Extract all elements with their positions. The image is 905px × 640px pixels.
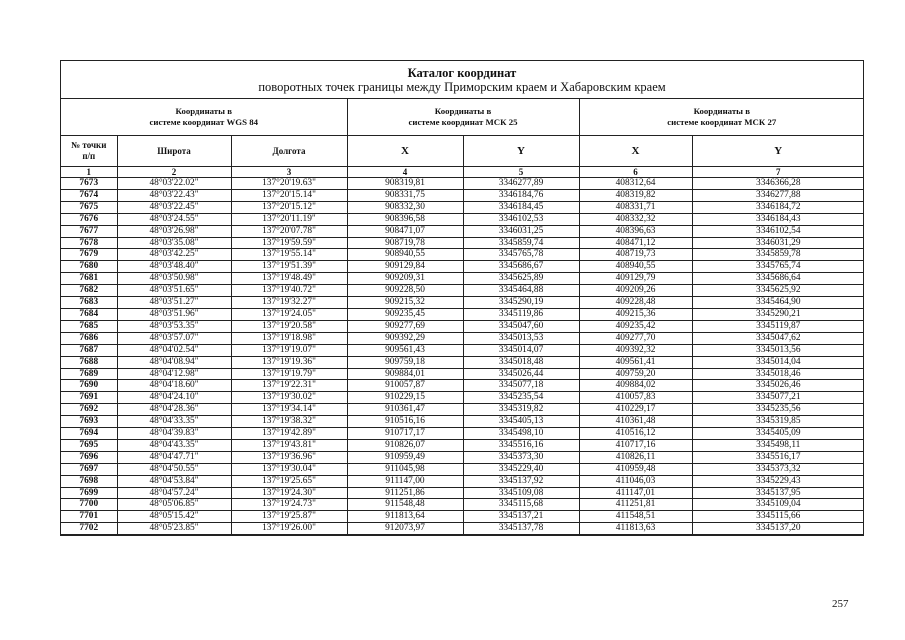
point-number-cell: 7677 (61, 225, 117, 237)
msk27-y-cell: 3345319,85 (692, 416, 864, 428)
column-header-msk25-x: X (347, 136, 463, 167)
msk27-x-cell: 410717,16 (579, 439, 692, 451)
latitude-cell: 48°03'57.07" (117, 332, 231, 344)
msk27-x-cell: 410826,11 (579, 451, 692, 463)
msk27-y-cell: 3345229,43 (692, 475, 864, 487)
column-number: 3 (231, 167, 347, 178)
msk25-x-cell: 908719,78 (347, 237, 463, 249)
latitude-cell: 48°05'15.42" (117, 511, 231, 523)
msk25-x-cell: 910516,16 (347, 416, 463, 428)
longitude-cell: 137°20'11.19" (231, 213, 347, 225)
longitude-cell: 137°19'19.79" (231, 368, 347, 380)
table-row (61, 439, 864, 451)
column-header-longitude: Долгота (231, 136, 347, 167)
msk27-x-cell: 410361,48 (579, 416, 692, 428)
longitude-cell: 137°19'18.98" (231, 332, 347, 344)
point-number-cell: 7681 (61, 273, 117, 285)
table-row (61, 523, 864, 535)
latitude-cell: 48°04'47.71" (117, 451, 231, 463)
msk27-x-cell: 409215,36 (579, 308, 692, 320)
table-row (61, 368, 864, 380)
msk25-x-cell: 909228,50 (347, 285, 463, 297)
point-number-cell: 7679 (61, 249, 117, 261)
catalog-subtitle: поворотных точек границы между Приморским краем и Хабаровским краем (258, 80, 666, 94)
msk25-y-cell: 3346184,76 (463, 189, 579, 201)
longitude-cell: 137°19'42.89" (231, 428, 347, 440)
coordinates-table-body (61, 99, 864, 535)
point-number-cell: 7674 (61, 189, 117, 201)
msk25-y-cell: 3345137,78 (463, 523, 579, 535)
longitude-cell: 137°19'24.73" (231, 499, 347, 511)
msk25-x-cell: 910959,49 (347, 451, 463, 463)
longitude-cell: 137°19'25.87" (231, 511, 347, 523)
longitude-cell: 137°19'32.27" (231, 297, 347, 309)
msk25-x-cell: 910057,87 (347, 380, 463, 392)
point-number-cell: 7675 (61, 201, 117, 213)
msk27-x-cell: 409129,79 (579, 273, 692, 285)
latitude-cell: 48°04'57.24" (117, 487, 231, 499)
msk25-x-cell: 910361,47 (347, 404, 463, 416)
table-row (61, 404, 864, 416)
msk27-x-cell: 410229,17 (579, 404, 692, 416)
latitude-cell: 48°03'22.45" (117, 201, 231, 213)
column-number: 5 (463, 167, 579, 178)
longitude-cell: 137°19'30.02" (231, 392, 347, 404)
column-label: № точки п/п (71, 140, 107, 161)
point-number-cell: 7686 (61, 332, 117, 344)
longitude-cell: 137°19'24.30" (231, 487, 347, 499)
msk27-y-cell: 3346277,88 (692, 189, 864, 201)
longitude-cell: 137°19'22.31" (231, 380, 347, 392)
longitude-cell: 137°19'36.96" (231, 451, 347, 463)
msk25-y-cell: 3345464,88 (463, 285, 579, 297)
msk25-y-cell: 3345109,08 (463, 487, 579, 499)
latitude-cell: 48°03'26.98" (117, 225, 231, 237)
table-row (61, 511, 864, 523)
title-block (61, 61, 863, 99)
column-header-msk27-y: Y (692, 136, 864, 167)
msk25-y-cell: 3346184,45 (463, 201, 579, 213)
point-number-cell: 7700 (61, 499, 117, 511)
group-label: Координаты в системе координат МСК 27 (667, 106, 777, 127)
msk27-x-cell: 410959,48 (579, 463, 692, 475)
msk27-y-cell: 3345498,11 (692, 439, 864, 451)
msk27-y-cell: 3345013,56 (692, 344, 864, 356)
msk27-y-cell: 3345077,21 (692, 392, 864, 404)
column-header-row (61, 136, 864, 167)
msk25-x-cell: 909884,01 (347, 368, 463, 380)
latitude-cell: 48°03'22.43" (117, 189, 231, 201)
latitude-cell: 48°03'53.35" (117, 320, 231, 332)
msk25-y-cell: 3345498,10 (463, 428, 579, 440)
msk25-y-cell: 3345137,21 (463, 511, 579, 523)
longitude-cell: 137°19'24.05" (231, 308, 347, 320)
latitude-cell: 48°04'08.94" (117, 356, 231, 368)
table-row (61, 225, 864, 237)
longitude-cell: 137°19'38.32" (231, 416, 347, 428)
msk25-y-cell: 3345859,74 (463, 237, 579, 249)
msk27-y-cell: 3345290,21 (692, 308, 864, 320)
msk25-x-cell: 911813,64 (347, 511, 463, 523)
msk27-y-cell: 3345018,46 (692, 368, 864, 380)
table-row (61, 499, 864, 511)
table-row (61, 463, 864, 475)
longitude-cell: 137°20'15.12" (231, 201, 347, 213)
column-header-msk27-x: X (579, 136, 692, 167)
msk25-y-cell: 3345014,07 (463, 344, 579, 356)
msk27-y-cell: 3346102,54 (692, 225, 864, 237)
msk25-x-cell: 909235,45 (347, 308, 463, 320)
latitude-cell: 48°04'12.98" (117, 368, 231, 380)
msk27-x-cell: 408312,64 (579, 178, 692, 190)
column-number: 6 (579, 167, 692, 178)
msk27-x-cell: 408719,73 (579, 249, 692, 261)
table-row (61, 451, 864, 463)
latitude-cell: 48°04'02.54" (117, 344, 231, 356)
column-number: 7 (692, 167, 864, 178)
table-row (61, 201, 864, 213)
point-number-cell: 7692 (61, 404, 117, 416)
msk25-y-cell: 3345229,40 (463, 463, 579, 475)
point-number-cell: 7697 (61, 463, 117, 475)
column-number: 4 (347, 167, 463, 178)
msk25-x-cell: 909209,31 (347, 273, 463, 285)
msk25-x-cell: 908332,30 (347, 201, 463, 213)
point-number-cell: 7673 (61, 178, 117, 190)
msk27-x-cell: 409277,70 (579, 332, 692, 344)
table-row (61, 380, 864, 392)
column-header-point-number (61, 136, 117, 167)
msk27-x-cell: 409759,20 (579, 368, 692, 380)
longitude-cell: 137°19'34.14" (231, 404, 347, 416)
msk25-y-cell: 3346102,53 (463, 213, 579, 225)
point-number-cell: 7695 (61, 439, 117, 451)
msk25-y-cell: 3345013,53 (463, 332, 579, 344)
point-number-cell: 7699 (61, 487, 117, 499)
point-number-cell: 7691 (61, 392, 117, 404)
longitude-cell: 137°19'30.04" (231, 463, 347, 475)
latitude-cell: 48°04'43.35" (117, 439, 231, 451)
msk27-x-cell: 408331,71 (579, 201, 692, 213)
group-header-wgs84 (61, 99, 347, 136)
longitude-cell: 137°20'15.14" (231, 189, 347, 201)
msk25-y-cell: 3345235,54 (463, 392, 579, 404)
point-number-cell: 7684 (61, 308, 117, 320)
latitude-cell: 48°04'18.60" (117, 380, 231, 392)
point-number-cell: 7702 (61, 523, 117, 535)
msk27-y-cell: 3345625,92 (692, 285, 864, 297)
longitude-cell: 137°19'19.07" (231, 344, 347, 356)
msk25-x-cell: 911147,00 (347, 475, 463, 487)
group-label: Координаты в системе координат WGS 84 (149, 106, 259, 127)
point-number-cell: 7678 (61, 237, 117, 249)
msk27-y-cell: 3345859,78 (692, 249, 864, 261)
msk27-x-cell: 411147,01 (579, 487, 692, 499)
msk27-x-cell: 408332,32 (579, 213, 692, 225)
msk25-y-cell: 3346277,89 (463, 178, 579, 190)
msk25-x-cell: 908319,81 (347, 178, 463, 190)
point-number-cell: 7689 (61, 368, 117, 380)
longitude-cell: 137°19'19.36" (231, 356, 347, 368)
msk27-x-cell: 410057,83 (579, 392, 692, 404)
longitude-cell: 137°19'20.58" (231, 320, 347, 332)
msk25-y-cell: 3345373,30 (463, 451, 579, 463)
longitude-cell: 137°19'25.65" (231, 475, 347, 487)
msk27-x-cell: 410516,12 (579, 428, 692, 440)
table-row (61, 249, 864, 261)
table-row (61, 297, 864, 309)
msk25-y-cell: 3345516,16 (463, 439, 579, 451)
msk27-x-cell: 409228,48 (579, 297, 692, 309)
msk27-y-cell: 3345464,90 (692, 297, 864, 309)
table-row (61, 475, 864, 487)
msk25-y-cell: 3345765,78 (463, 249, 579, 261)
msk27-x-cell: 408319,82 (579, 189, 692, 201)
msk25-y-cell: 3345047,60 (463, 320, 579, 332)
latitude-cell: 48°03'42.25" (117, 249, 231, 261)
point-number-cell: 7676 (61, 213, 117, 225)
table-row (61, 320, 864, 332)
table-row (61, 285, 864, 297)
point-number-cell: 7701 (61, 511, 117, 523)
point-number-cell: 7685 (61, 320, 117, 332)
msk25-y-cell: 3345077,18 (463, 380, 579, 392)
longitude-cell: 137°19'51.39" (231, 261, 347, 273)
msk25-y-cell: 3345625,89 (463, 273, 579, 285)
msk27-x-cell: 409235,42 (579, 320, 692, 332)
latitude-cell: 48°03'51.96" (117, 308, 231, 320)
msk27-y-cell: 3345373,32 (692, 463, 864, 475)
point-number-cell: 7696 (61, 451, 117, 463)
msk25-y-cell: 3346031,25 (463, 225, 579, 237)
table-row (61, 344, 864, 356)
table-row (61, 308, 864, 320)
latitude-cell: 48°04'39.83" (117, 428, 231, 440)
column-header-msk25-y: Y (463, 136, 579, 167)
point-number-cell: 7688 (61, 356, 117, 368)
msk25-x-cell: 910826,07 (347, 439, 463, 451)
latitude-cell: 48°03'24.55" (117, 213, 231, 225)
msk27-x-cell: 408940,55 (579, 261, 692, 273)
table-row (61, 416, 864, 428)
table-row (61, 237, 864, 249)
msk25-y-cell: 3345405,13 (463, 416, 579, 428)
msk27-y-cell: 3346031,29 (692, 237, 864, 249)
table-row (61, 273, 864, 285)
group-header-msk25 (347, 99, 579, 136)
msk25-x-cell: 911045,98 (347, 463, 463, 475)
msk25-x-cell: 911251,86 (347, 487, 463, 499)
column-number: 2 (117, 167, 231, 178)
msk27-y-cell: 3345115,66 (692, 511, 864, 523)
table-row (61, 487, 864, 499)
msk27-x-cell: 409209,26 (579, 285, 692, 297)
point-number-cell: 7693 (61, 416, 117, 428)
latitude-cell: 48°05'06.85" (117, 499, 231, 511)
table-row (61, 213, 864, 225)
msk25-y-cell: 3345686,67 (463, 261, 579, 273)
msk27-x-cell: 408471,12 (579, 237, 692, 249)
msk25-y-cell: 3345137,92 (463, 475, 579, 487)
point-number-cell: 7680 (61, 261, 117, 273)
msk25-x-cell: 909392,29 (347, 332, 463, 344)
latitude-cell: 48°04'33.35" (117, 416, 231, 428)
latitude-cell: 48°03'50.98" (117, 273, 231, 285)
msk27-y-cell: 3345047,62 (692, 332, 864, 344)
msk27-x-cell: 411251,81 (579, 499, 692, 511)
msk25-x-cell: 909129,84 (347, 261, 463, 273)
msk27-x-cell: 411548,51 (579, 511, 692, 523)
coordinates-table (61, 99, 864, 535)
msk27-y-cell: 3345516,17 (692, 451, 864, 463)
latitude-cell: 48°05'23.85" (117, 523, 231, 535)
msk25-x-cell: 908396,58 (347, 213, 463, 225)
column-number-row (61, 167, 864, 178)
longitude-cell: 137°19'48.49" (231, 273, 347, 285)
latitude-cell: 48°04'50.55" (117, 463, 231, 475)
table-row (61, 356, 864, 368)
longitude-cell: 137°20'07.78" (231, 225, 347, 237)
msk27-y-cell: 3345014,04 (692, 356, 864, 368)
msk27-x-cell: 411046,03 (579, 475, 692, 487)
table-row (61, 428, 864, 440)
msk25-y-cell: 3345026,44 (463, 368, 579, 380)
point-number-cell: 7683 (61, 297, 117, 309)
column-number: 1 (61, 167, 117, 178)
msk27-y-cell: 3345137,95 (692, 487, 864, 499)
table-row (61, 189, 864, 201)
msk25-x-cell: 910229,15 (347, 392, 463, 404)
msk25-x-cell: 909561,43 (347, 344, 463, 356)
msk27-x-cell: 411813,63 (579, 523, 692, 535)
msk27-y-cell: 3345686,64 (692, 273, 864, 285)
msk27-x-cell: 409392,32 (579, 344, 692, 356)
catalog-title: Каталог координат (407, 66, 517, 80)
msk25-x-cell: 908471,07 (347, 225, 463, 237)
point-number-cell: 7698 (61, 475, 117, 487)
column-header-latitude: Широта (117, 136, 231, 167)
latitude-cell: 48°04'24.10" (117, 392, 231, 404)
msk25-y-cell: 3345018,48 (463, 356, 579, 368)
msk27-y-cell: 3345119,87 (692, 320, 864, 332)
point-number-cell: 7687 (61, 344, 117, 356)
msk27-y-cell: 3345109,04 (692, 499, 864, 511)
latitude-cell: 48°03'35.08" (117, 237, 231, 249)
msk25-x-cell: 909759,18 (347, 356, 463, 368)
msk25-x-cell: 909215,32 (347, 297, 463, 309)
msk27-x-cell: 409884,02 (579, 380, 692, 392)
latitude-cell: 48°03'51.65" (117, 285, 231, 297)
group-header-msk27 (579, 99, 864, 136)
longitude-cell: 137°19'43.81" (231, 439, 347, 451)
group-header-row (61, 99, 864, 136)
msk27-y-cell: 3345405,09 (692, 428, 864, 440)
msk25-x-cell: 911548,48 (347, 499, 463, 511)
longitude-cell: 137°20'19.63" (231, 178, 347, 190)
msk25-y-cell: 3345115,68 (463, 499, 579, 511)
longitude-cell: 137°19'40.72" (231, 285, 347, 297)
msk25-y-cell: 3345319,82 (463, 404, 579, 416)
longitude-cell: 137°19'26.00" (231, 523, 347, 535)
msk27-y-cell: 3345137,20 (692, 523, 864, 535)
msk25-x-cell: 910717,17 (347, 428, 463, 440)
latitude-cell: 48°03'48.40" (117, 261, 231, 273)
msk25-x-cell: 909277,69 (347, 320, 463, 332)
latitude-cell: 48°04'28.36" (117, 404, 231, 416)
msk25-y-cell: 3345290,19 (463, 297, 579, 309)
group-label: Координаты в системе координат МСК 25 (408, 106, 518, 127)
longitude-cell: 137°19'55.14" (231, 249, 347, 261)
msk27-y-cell: 3345765,74 (692, 261, 864, 273)
latitude-cell: 48°04'53.84" (117, 475, 231, 487)
coordinate-catalog (60, 60, 864, 536)
table-row (61, 261, 864, 273)
msk25-x-cell: 912073,97 (347, 523, 463, 535)
msk27-y-cell: 3345235,56 (692, 404, 864, 416)
table-row (61, 332, 864, 344)
msk27-y-cell: 3346184,43 (692, 213, 864, 225)
longitude-cell: 137°19'59.59" (231, 237, 347, 249)
point-number-cell: 7694 (61, 428, 117, 440)
table-row (61, 178, 864, 190)
latitude-cell: 48°03'22.02" (117, 178, 231, 190)
page-number: 257 (832, 598, 849, 610)
latitude-cell: 48°03'51.27" (117, 297, 231, 309)
table-row (61, 392, 864, 404)
msk27-x-cell: 409561,41 (579, 356, 692, 368)
msk25-y-cell: 3345119,86 (463, 308, 579, 320)
msk25-x-cell: 908940,55 (347, 249, 463, 261)
msk27-y-cell: 3345026,46 (692, 380, 864, 392)
msk27-y-cell: 3346184,72 (692, 201, 864, 213)
msk27-x-cell: 408396,63 (579, 225, 692, 237)
msk27-y-cell: 3346366,28 (692, 178, 864, 190)
point-number-cell: 7690 (61, 380, 117, 392)
msk25-x-cell: 908331,75 (347, 189, 463, 201)
point-number-cell: 7682 (61, 285, 117, 297)
